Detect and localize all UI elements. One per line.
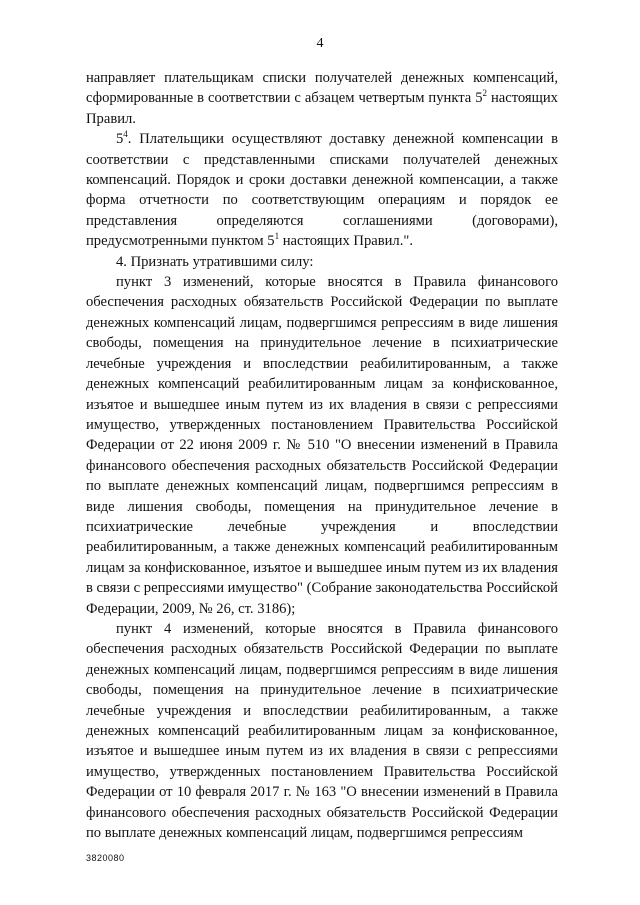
paragraph-point-3: пункт 3 изменений, которые вносятся в Правила финансового обеспечения расходных обязательств Российской Федерации по выплате денежных компенсаций лицам, подвергшимся репрессиям в виде лишения свободы, помещения на принудительное лечение в психиатрические лечебные учреждения и впоследствии реабилитированным, а также денежных компенсаций реабилитированным лицам за конфискованное, изъятое и вышедшее иным путем из их владения в связи с репрессиями имущество, утвержденных постановлением Правительства Российской Федерации от 22 июня 2009 г. № 510 "О внесении изменений в Правила финансового обеспечения расходных обязательств Российской Федерации по выплате денежных компенсаций лицам, подвергшимся репрессиям в виде лишения свободы, помещения на принудительное лечение в психиатрические лечебные учреждения и впоследствии реабилитированным, а также денежных компенсаций реабилитированным лицам за конфискованное, изъятое и вышедшее иным путем из их владения в связи с репрессиями имущество" (Собрание законодательства Российской Федерации, 2009, № 26, ст. 3186); (86, 274, 558, 617)
paragraph-point-4: пункт 4 изменений, которые вносятся в Правила финансового обеспечения расходных обязательств Российской Федерации по выплате денежных компенсаций лицам, подвергшимся репрессиям в виде лишения свободы, помещения на принудительное лечение в психиатрические лечебные учреждения и впоследствии реабилитированным, а также денежных компенсаций реабилитированным лицам за конфискованное, изъятое и вышедшее иным путем из их владения в связи с репрессиями имущество, утвержденных постановлением Правительства Российской Федерации от 10 февраля 2017 г. № 163 "О внесении изменений в Правила финансового обеспечения расходных обязательств Российской Федерации по выплате денежных компенсаций лицам, подвергшимся репрессиям (86, 620, 558, 842)
superscript: 4 (123, 129, 128, 140)
document-code: 3820080 (86, 853, 125, 863)
paragraph-text: направляет плательщикам списки получателей денежных компенсаций, сформированные в соответствии с абзацем четвертым пункта 5 (86, 70, 558, 107)
superscript: 2 (482, 88, 487, 99)
clause-number: 5 (116, 131, 124, 148)
page-number: 4 (316, 36, 324, 51)
paragraph-clause-5-4 (86, 129, 558, 251)
paragraph-text: . Плательщики осуществляют доставку денежной компенсации в соответствии с представленными списками получателей денежных компенсаций. Порядок и сроки доставки денежной компенсации, а также форма отчетности по соответствующим операциям и порядок ее представления определяются соглашениями (договорами), предусмотренными пунктом 5 (86, 131, 558, 250)
paragraph-text: настоящих Правил. (86, 90, 558, 127)
superscript: 1 (274, 231, 280, 242)
paragraph-continuation (86, 68, 558, 129)
paragraph-text: настоящих Правил.". (279, 233, 413, 250)
paragraph-item-4: 4. Признать утратившими силу: (116, 253, 314, 270)
document-body (86, 68, 558, 843)
